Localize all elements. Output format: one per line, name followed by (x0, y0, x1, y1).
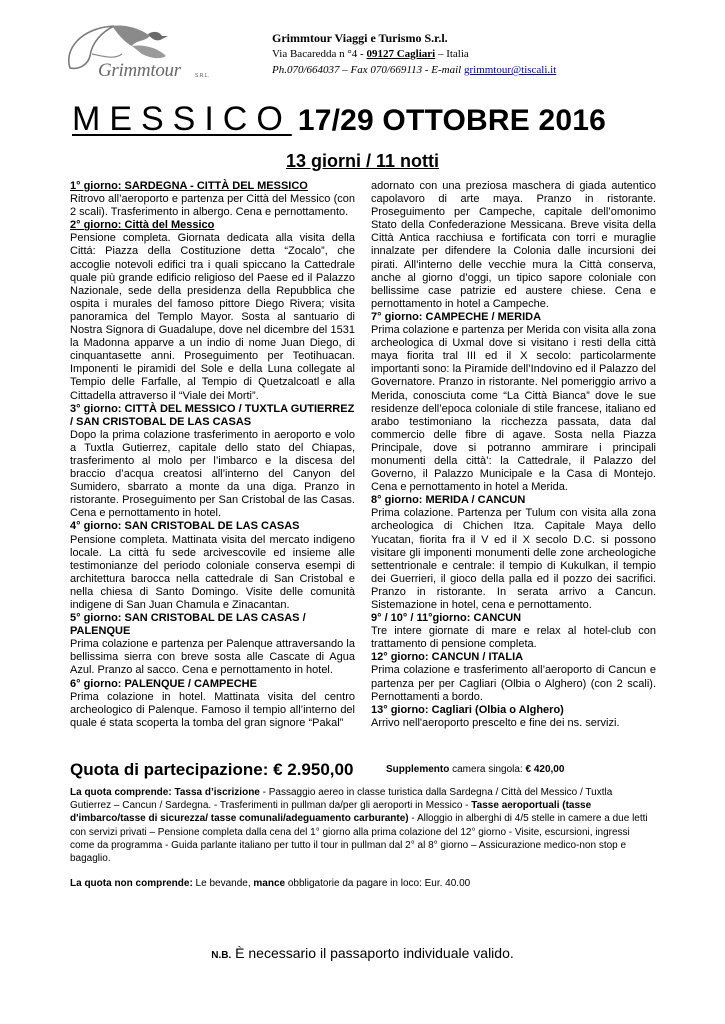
includes-text-2: - Alloggio in alberghi di 4/5 stelle in camere a due letti con servizi privati – Pensione completa dalla cena del 1° giorno alla prima colazione del 12° giorno - Visite, escursioni, ingressi come da programma - Guida parlante italiano per tutto il tour in pullman dal 2° al 8° giorno – Assicurazione medico-non stop e bagaglio. (70, 813, 648, 865)
passport-note (0, 945, 725, 961)
itinerary-paragraph: adornato con una preziosa maschera di giada autentico capolavoro di arte maya. Pranzo in ristorante. Proseguimento per Campeche, capitale dell’omonimo Stato della Confederazione Messicana. Breve visita della Città Antica racchiusa e fortificata con torri e muraglie innalzate per difendere la Colonia dalle incursioni dei pirati. All’interno delle vecchie mura la Città conserva, anche al giorno d’oggi, un tipico sapore coloniale con bellissime case patrizie ed austere chiese. Cena e pernottamento in hotel a Campeche. (371, 180, 656, 310)
excludes-label: La quota non comprende: (70, 878, 193, 889)
day-heading: 13° giorno: Cagliari (Olbia o Alghero) (371, 703, 564, 716)
includes-label: La quota comprende: Tassa d’iscrizione (70, 787, 260, 798)
price-includes (70, 786, 653, 865)
price-excludes (70, 877, 653, 890)
company-address (272, 46, 702, 62)
title-country: MESSICO (72, 100, 292, 138)
includes-text-1: - Passaggio aereo in classe turistica dalla Sardegna / Città del Messico / Tuxtla Gutierrez – Cancun / Sardegna. - Trasferimenti in pullman da/per gli aeroporti in Messico - (70, 787, 613, 812)
company-header (272, 30, 702, 78)
supplement-value: € 420,00 (525, 764, 565, 775)
day-heading: 5° giorno: SAN CRISTOBAL DE LAS CASAS / PALENQUE (70, 612, 306, 638)
note-label: N.B. (211, 950, 232, 961)
itinerary-paragraph: Ritrovo all’aeroporto e partenza per Città del Messico (con 2 scali). Trasferimento in albergo. Cena e pernottamento. (70, 193, 355, 219)
contacts-prefix: Ph.070/664037 – Fax 070/669113 - E-mail (272, 64, 464, 76)
address-city: 09127 Cagliari (366, 48, 436, 60)
company-logo (62, 20, 232, 90)
itinerary-paragraph: Prima colazione e partenza per Merida con visita alla zona archeologica di Uxmal dove si visitano i resti della città maya fiorita tral III ed il X secolo: particolarmente importanti sono: la Piramide dell’Indovino ed il Palazzo del Governatore. Pranzo in ristorante. Nel pomeriggio arrivo a Merida, conosciuta come “La Città Bianca” dove le sue residenze dell’epoca coloniale di stile francese, italiano ed arabo testimoniano la ricchezza passata, data dal commercio delle fibre di agave. Sosta nella Piazza Principale, dove si potranno ammirare i principali monumenti della città’: la Cattedrale, il Palazzo del Governo, il Palazzo Municipale e la Casa di Montejo. Cena e pernottamento in hotel a Merida. (371, 324, 656, 494)
day-heading: 9° / 10° / 11°giorno: CANCUN (371, 612, 522, 625)
email-link[interactable]: grimmtour@tiscali.it (463, 64, 557, 76)
excludes-text-2: obbligatorie da pagare in loco: Eur. 40.00 (285, 878, 471, 889)
day-heading: 7° giorno: CAMPECHE / MERIDA (371, 310, 542, 323)
address-suffix: – Italia (435, 48, 469, 60)
itinerary-paragraph: Prima colazione. Partenza per Tulum con visita alla zona archeologica di Chichen Itza. Capitale Maya dello Yucatan, fiorita fra il V ed il X secolo D.C. si possono visitare gli imponenti monumenti delle zone archeologiche settentrionale e centrale: il tempio di Kukulkan, il tempio dei Guerrieri, il gioco della palla ed il pozzo dei sacrifici. Pranzo in ristorante. In serata arrivo a Cancun. Sistemazione in hotel, cena e pernottamento. (371, 507, 656, 611)
excludes-tips: mance (253, 878, 286, 889)
price-main: Quota di partecipazione: € 2.950,00 (70, 760, 354, 779)
itinerary-paragraph: Dopo la prima colazione trasferimento in aeroporto e volo a Tuxtla Gutierrez, capitale dello stato del Chiapas, trasferimento al molo per l’imbarco e la discesa del braccio d’acqua creatosi all’interno del Canyon del Sumidero, sbarrato a monte da una diga. Pranzo in ristorante. Proseguimento per San Cristobal de las Casas. Cena e pernottamento in hotel. (70, 428, 355, 520)
single-supplement (386, 764, 564, 775)
day-heading: 6° giorno: PALENQUE / CAMPECHE (70, 677, 257, 690)
company-name: Grimmtour Viaggi e Turismo S.r.l. (272, 31, 448, 45)
itinerary-paragraph: Arrivo nell'aeroporto prescelto e fine dei ns. servizi. (371, 716, 620, 729)
excludes-text-1: Le bevande, (192, 878, 254, 889)
itinerary-paragraph: Prima colazione e trasferimento all’aeroporto di Cancun e partenza per per Cagliari (Olbia o Alghero) (con 2 scali). Pernottamenti a bordo. (371, 664, 656, 703)
day-heading: 3° giorno: CITTÀ DEL MESSICO / TUXTLA GUTIERREZ / SAN CRISTOBAL DE LAS CASAS (70, 402, 355, 428)
itinerary-right-column (371, 180, 656, 730)
logo-suffix: S.R.L. (195, 73, 209, 79)
day-heading: 8° giorno: MERIDA / CANCUN (371, 494, 526, 507)
supplement-label: Supplemento (386, 764, 450, 775)
day-heading: 2° giorno: Città del Messico (70, 219, 215, 232)
day-heading: 1° giorno: SARDEGNA - CITTÀ DEL MESSICO (70, 180, 308, 192)
itinerary-left-column (70, 180, 355, 730)
itinerary-paragraph: Pensione completa. Mattinata visita del mercato indigeno locale. La città fu sede arcivescovile ed insieme alle testimonianze del periodo coloniale conserva esempi di architettura barocca nella cattedrale di San Cristobal e nella chiesa di Santo Domingo. Visite delle comunità indigene di San Juan Chamula e Zinacantan. (70, 533, 355, 611)
price-row (70, 760, 690, 780)
itinerary-paragraph: Prima colazione in hotel. Mattinata visita del centro archeologico di Palenque. Famoso il tempio all’interno del quale é stata scoperta la tomba del gran signore “Pakal” (70, 690, 355, 729)
includes-airport-taxes: Tasse aeroportuali (tasse d'imbarco/tasse di sicurezza/ tasse comunali/adeguamento carburante) (70, 800, 592, 825)
itinerary-paragraph: Pensione completa. Giornata dedicata alla visita della Cittá: Piazza della Costituzione detta “Zocalo”, che accoglie notevoli edifici tra i quali spiccano la Cattedrale quale più grande edificio religioso del Paese ed il Palazzo Nazionale, sede della presidenza della Repubblica che ospita i murales del famoso pittore Diego Rivera; visita panoramica del Templo Mayor. Sosta al santuario di Nostra Signora di Guadalupe, dove nel dicembre del 1531 la Madonna apparve a un indio di nome Juan Diego, di cinquantasette anni. Proseguimento per Teotihuacan. Imponenti le piramidi del Sole e della Luna collegate al Tempio delle Farfalle, al Tempio di Quetzalcoatl e alla Cittadella attraverso il “Viale dei Morti”. (70, 232, 355, 402)
page-title (72, 100, 692, 139)
company-contacts (272, 62, 702, 78)
address-prefix: Via Bacaredda n °4 - (272, 48, 367, 60)
logo-wordmark: Grimmtour (98, 60, 181, 81)
note-text: È necessario il passaporto individuale valido. (231, 945, 514, 961)
title-dates: 17/29 OTTOBRE 2016 (297, 104, 607, 137)
page-subtitle: 13 giorni / 11 notti (285, 151, 440, 171)
supplement-text: camera singola: (449, 764, 526, 775)
day-heading: 12° giorno: CANCUN / ITALIA (371, 651, 524, 664)
day-heading: 4° giorno: SAN CRISTOBAL DE LAS CASAS (70, 520, 300, 533)
itinerary-paragraph: Tre intere giornate di mare e relax al hotel-club con trattamento di pensione completa. (371, 625, 656, 651)
itinerary-paragraph: Prima colazione e partenza per Palenque attraversando la bellissima sierra con breve sosta alle Cascate di Agua Azul. Pranzo al sacco. Cena e pernottamento in hotel. (70, 638, 355, 677)
